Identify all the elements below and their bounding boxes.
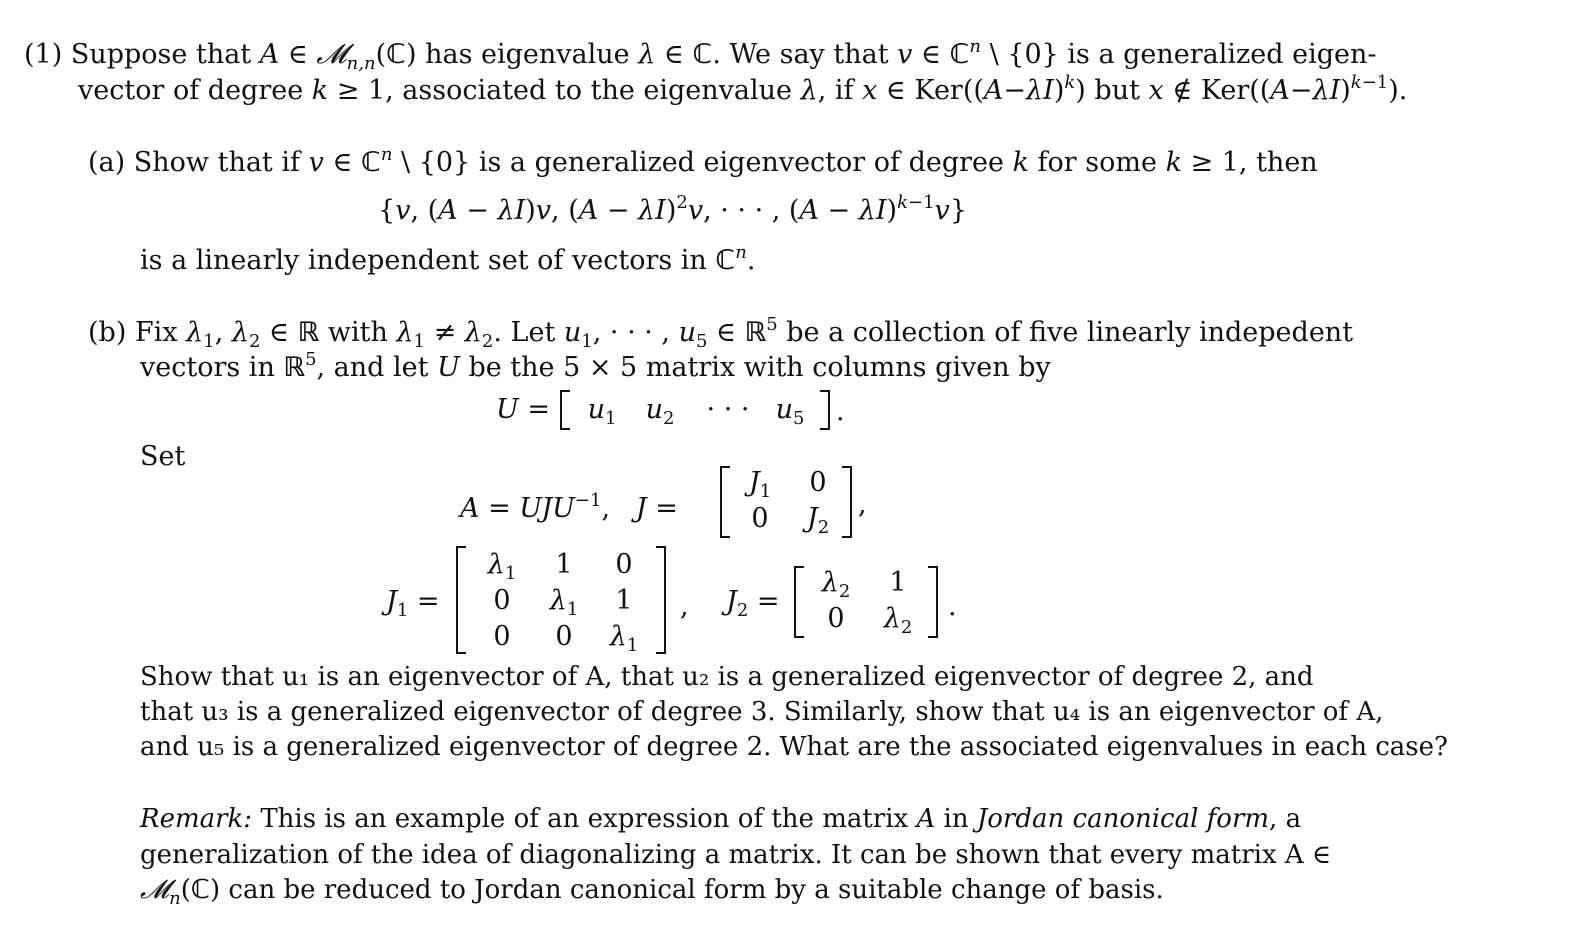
j2-period: . bbox=[948, 591, 957, 622]
intro-text: has eigenvalue bbox=[416, 39, 639, 70]
j-comma: , bbox=[858, 489, 867, 520]
j-block-matrix: $J_1$ 0 0 $J_2$ bbox=[720, 466, 852, 538]
set-label: Set bbox=[140, 441, 186, 472]
remark-line-1: Remark: This is an example of an expression of the matrix A in Jordan canonical form, a bbox=[140, 804, 1302, 834]
part-a-label: (a) bbox=[88, 147, 126, 178]
part-b-line-2: vectors in ℝ$^5$, and let U be the 5 × 5 matrix with columns given by bbox=[140, 349, 1051, 383]
u-matrix: $u_1$ $u_2$ · · · $u_5$ bbox=[560, 390, 830, 430]
remark-line-2: generalization of the idea of diagonalizing a matrix. It can be shown that every matrix A ∈ bbox=[140, 840, 1332, 870]
j1-comma: , bbox=[680, 591, 689, 622]
intro-text: vector of degree bbox=[78, 75, 312, 106]
part-b-text: with bbox=[319, 317, 397, 348]
part-a-text: is a linearly independent set of vectors in bbox=[140, 245, 716, 276]
j1-lhs: $J_1$ = bbox=[386, 586, 440, 621]
part-a-set-formula: {v, (A − λI)v, $(A - \lambda I)^2v$, · · · , $(A - \lambda I)^{k-1}v$} bbox=[378, 192, 967, 226]
part-a-text: is a generalized eigenvector of degree bbox=[470, 147, 1013, 178]
remark-line-3: 𝓜$_n$(ℂ) can be reduced to Jordan canonical form by a suitable change of basis. bbox=[140, 875, 1164, 909]
remark-label: Remark: bbox=[140, 804, 253, 834]
intro-text: . We say that bbox=[712, 39, 898, 70]
part-b-text: be a collection of five linearly indepedent bbox=[777, 317, 1354, 348]
intro-text: , associated to the eigenvalue bbox=[385, 75, 801, 106]
part-b-show-1: Show that u₁ is an eigenvector of A, that u₂ is a generalized eigenvector of degree 2, and bbox=[140, 662, 1314, 692]
j2-matrix: $\lambda_2$ 1 0 $\lambda_2$ bbox=[794, 566, 938, 638]
part-b-text: be the 5 × 5 matrix with columns given by bbox=[459, 352, 1051, 383]
intro-text: but bbox=[1085, 75, 1149, 106]
part-b-text: vectors in bbox=[140, 352, 284, 383]
j2-lhs: $J_2$ = bbox=[726, 586, 780, 621]
remark-text: , a bbox=[1269, 804, 1302, 834]
part-a-conclusion: is a linearly independent set of vectors in ℂ$^n$. bbox=[140, 242, 756, 276]
remark-text: in bbox=[935, 804, 977, 834]
j1-matrix: $\lambda_1$ 1 0 0 $\lambda_1$ 1 0 0 $\lambda_1$ bbox=[456, 546, 666, 654]
part-b-show-2: that u₃ is a generalized eigenvector of degree 3. Similarly, show that u₄ is an eigenvector of A, bbox=[140, 697, 1384, 727]
part-a-text: , then bbox=[1238, 147, 1318, 178]
intro-line-1: (1) Suppose that A ∈ 𝓜$_{n,n}$(ℂ) has eigenvalue λ ∈ ℂ. We say that v ∈ ℂ$^n$ \ {0} is a generalized eigen- bbox=[24, 36, 1377, 74]
part-b-text: . Let bbox=[493, 317, 564, 348]
part-b-text: Fix bbox=[134, 317, 187, 348]
part-b-text: , and let bbox=[316, 352, 438, 383]
intro-line-2: vector of degree k ≥ 1, associated to the eigenvalue λ, if x ∈ $Ker((A-\lambda I)^k)$ but x ∉ $Ker((A-\lambda I)^{k-1})$. bbox=[78, 72, 1408, 106]
part-a-line-1: (a) Show that if v ∈ ℂ$^n$ \ {0} is a generalized eigenvector of degree k for some k ≥ 1, then bbox=[88, 144, 1318, 178]
a-definition: $A = UJU^{-1}$, J = bbox=[460, 490, 678, 524]
remark-text: can be reduced to Jordan canonical form by a suitable change of basis. bbox=[220, 875, 1164, 905]
part-b-line-1: (b) Fix $\lambda_1$, $\lambda_2$ ∈ ℝ with $\lambda_1 \ne \lambda_2$. Let $u_1$, · · · , $u_5$ ∈ ℝ$^5$ be a collection of five linearly indepedent bbox=[88, 314, 1354, 352]
intro-text: , if bbox=[817, 75, 863, 106]
part-b-show-3: and u₅ is a generalized eigenvector of degree 2. What are the associated eigenvalues in each case? bbox=[140, 732, 1448, 762]
part-b-label: (b) bbox=[88, 317, 127, 348]
part-a-text: Show that if bbox=[133, 147, 309, 178]
intro-text: Suppose that bbox=[70, 39, 260, 70]
intro-text: is a generalized eigen- bbox=[1058, 39, 1377, 70]
u-matrix-period: . bbox=[836, 396, 845, 427]
remark-emphasis: Jordan canonical form bbox=[976, 804, 1270, 834]
remark-text: This is an example of an expression of the matrix bbox=[252, 804, 917, 834]
problem-number: (1) bbox=[24, 39, 63, 70]
u-matrix-lhs: U = bbox=[496, 394, 550, 425]
part-a-text: for some bbox=[1028, 147, 1166, 178]
